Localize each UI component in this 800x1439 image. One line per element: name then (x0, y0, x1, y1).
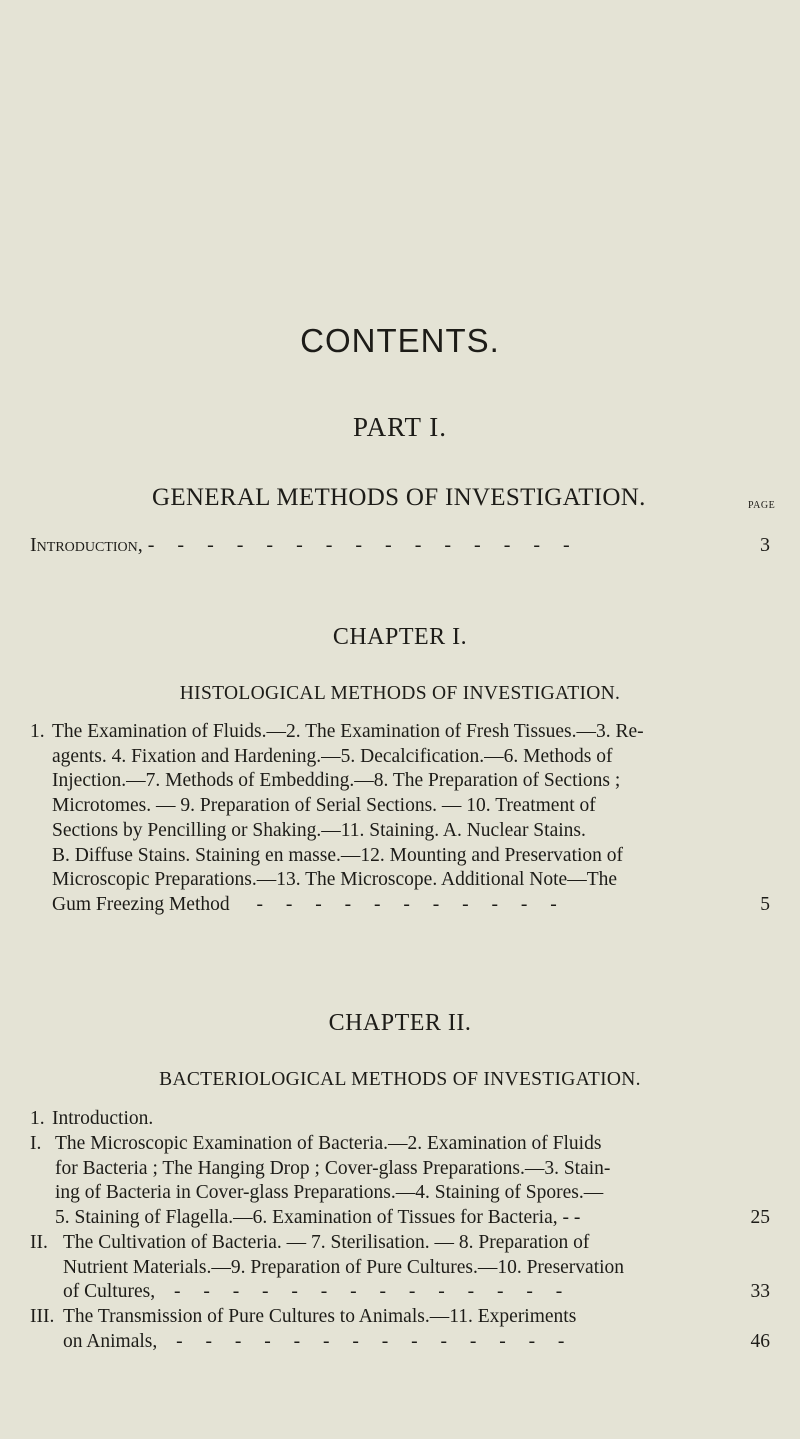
entry-line: Microtomes. — 9. Preparation of Serial Sections. — 10. Treatment of (52, 795, 596, 817)
entry-number: 1. (30, 1108, 45, 1129)
page-number: 5 (760, 893, 770, 915)
entry-line: for Bacteria ; The Hanging Drop ; Cover-glass Preparations.—3. Stain- (55, 1157, 611, 1179)
part-subtitle: GENERAL METHODS OF INVESTIGATION. (152, 484, 646, 511)
entry-line: Gum Freezing Method (52, 893, 230, 915)
entry-line: Sections by Pencilling or Shaking.—11. Staining. A. Nuclear Stains. (52, 819, 586, 841)
entry-line: The Cultivation of Bacteria. — 7. Sterilisation. — 8. Preparation of (63, 1232, 590, 1253)
entry-line: Microscopic Preparations.—13. The Microscope. Additional Note—The (52, 869, 618, 891)
entry-line: The Transmission of Pure Cultures to Animals.—11. Experiments (63, 1306, 577, 1327)
chapter-1-subtitle: HISTOLOGICAL METHODS OF INVESTIGATION. (179, 683, 621, 704)
entry-number: 1. (30, 721, 45, 742)
entry-line: B. Diffuse Stains. Staining en masse.—12. Mounting and Preservation of (52, 844, 624, 866)
page-column-header: PAGE (748, 500, 776, 511)
contents-title: CONTENTS. (300, 322, 500, 359)
chapter-1-entry (30, 720, 770, 918)
chapter-2-title: CHAPTER II. (328, 1010, 472, 1036)
entry-line: The Microscopic Examination of Bacteria.—2. Examination of Fluids (55, 1133, 602, 1154)
chapter-2-introduction (30, 1107, 770, 1132)
entry-line: Nutrient Materials.—9. Preparation of Pure Cultures.—10. Preservation (63, 1256, 625, 1278)
entry-line: agents. 4. Fixation and Hardening.—5. Decalcification.—6. Methods of (52, 745, 613, 767)
introduction-label: Introduction, (30, 534, 143, 556)
section-number: III. (30, 1306, 55, 1327)
leader-dots: - - - - - - - - - - - (256, 893, 566, 915)
chapter-2-section-3 (30, 1305, 770, 1354)
entry-line: on Animals, (63, 1330, 158, 1352)
chapter-2-section-1 (30, 1132, 770, 1231)
leader-dots: - - - - - - - - - - - - - - - (147, 534, 579, 556)
introduction-entry (30, 534, 770, 557)
part-title: PART I. (353, 412, 447, 442)
entry-line: The Examination of Fluids.—2. The Examination of Fresh Tissues.—3. Re- (52, 721, 644, 742)
chapter-2-section-2 (30, 1231, 770, 1305)
leader-dots: - - - - - - - - - - - - - - (173, 1281, 572, 1303)
entry-line: ing of Bacteria in Cover-glass Preparations.—4. Staining of Spores.— (55, 1182, 604, 1204)
section-number: I. (30, 1133, 42, 1154)
leader-dots: - - - - - - - - - - - - - - (176, 1330, 574, 1352)
page-number: 46 (750, 1330, 770, 1352)
entry-line: Injection.—7. Methods of Embedding.—8. The Preparation of Sections ; (52, 770, 621, 792)
chapter-1-title: CHAPTER I. (332, 624, 468, 650)
page-number: 33 (750, 1281, 770, 1303)
page-number: 3 (760, 534, 770, 556)
entry-line: Introduction. (52, 1108, 154, 1129)
section-number: II. (30, 1232, 48, 1253)
page-number: 25 (750, 1207, 770, 1229)
entry-line: of Cultures, (63, 1281, 156, 1303)
entry-line: 5. Staining of Flagella.—6. Examination of Tissues for Bacteria, - - (55, 1207, 581, 1229)
chapter-2-subtitle: BACTERIOLOGICAL METHODS OF INVESTIGATION. (159, 1069, 641, 1090)
